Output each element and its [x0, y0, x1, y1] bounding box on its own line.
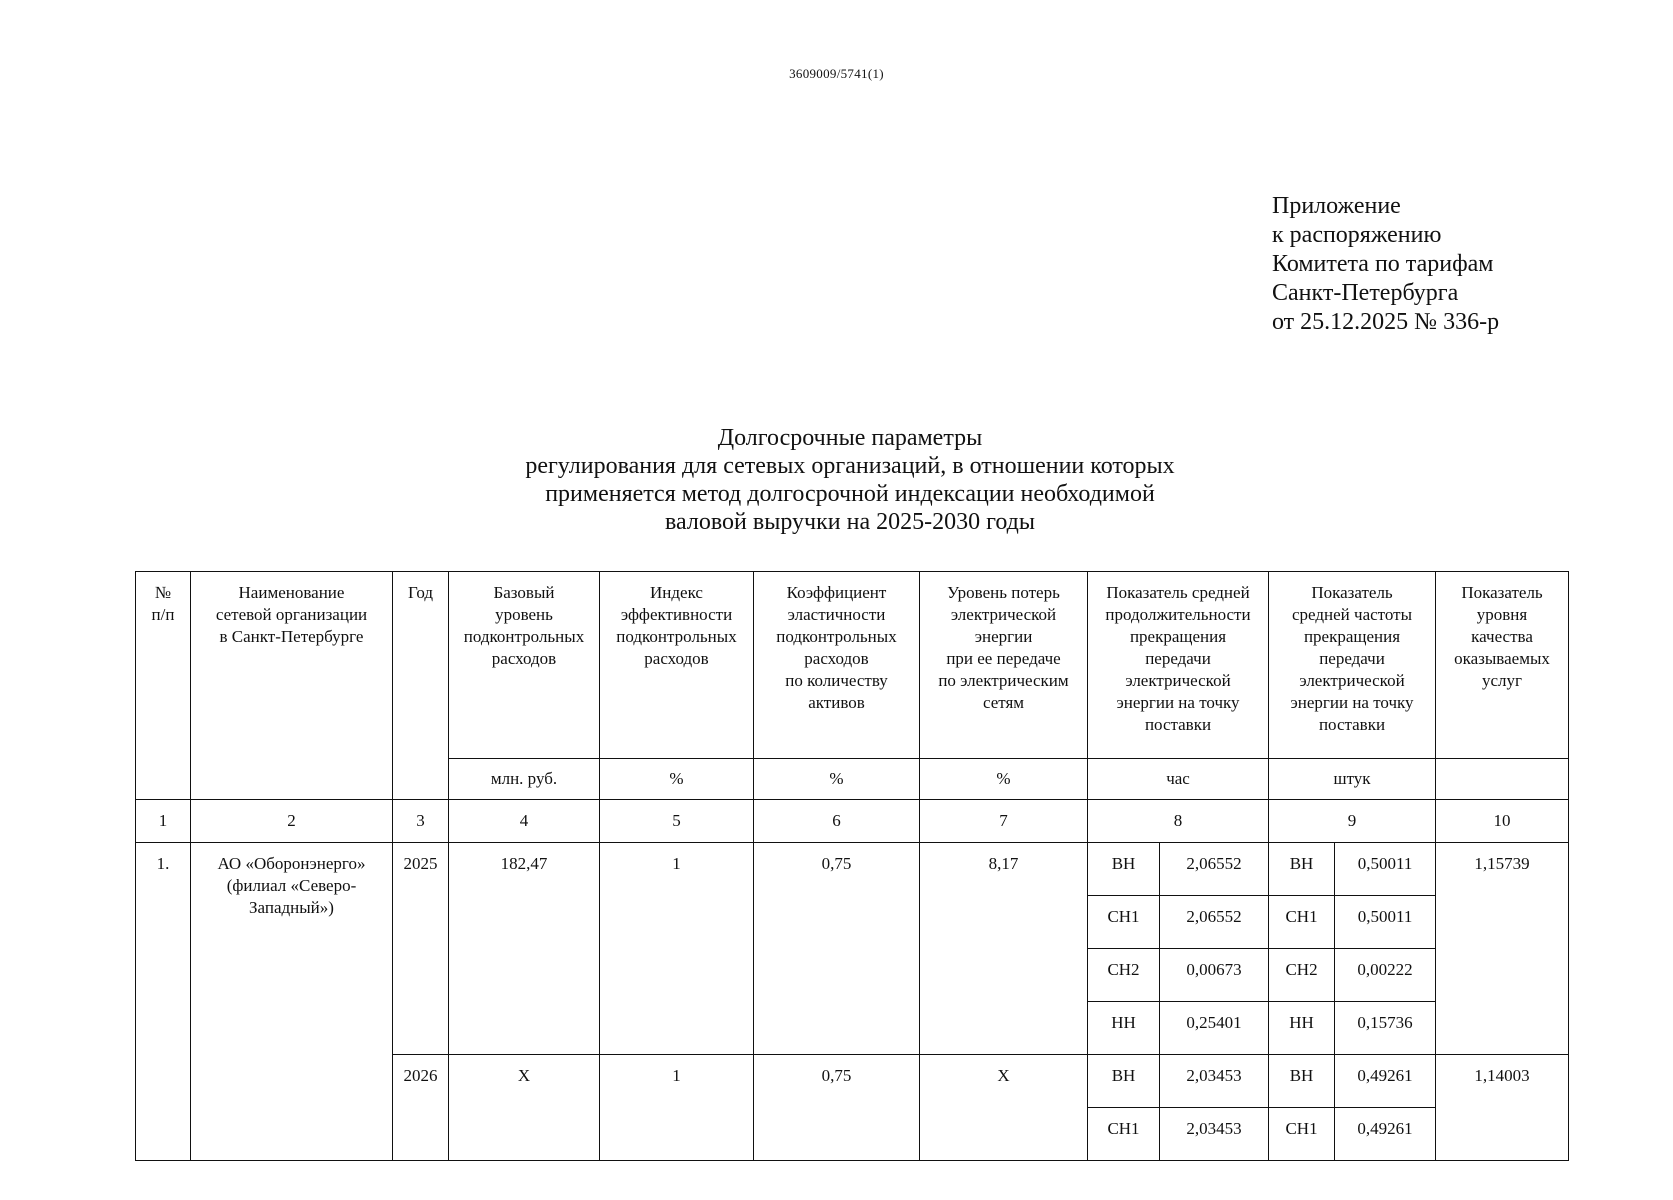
frequency-value-cell: 0,49261 [1335, 1108, 1436, 1161]
losses-cell: 8,17 [920, 843, 1088, 1055]
header-line: подконтрольных [616, 627, 737, 646]
header-line: услуг [1482, 671, 1523, 690]
header-line: подконтрольных [776, 627, 897, 646]
header-line: сетевой организации [215, 605, 368, 624]
unit-losses: % [920, 759, 1088, 800]
document-number: 3609009/5741(1) [789, 66, 884, 81]
header-line: электрической [1299, 671, 1405, 690]
header-line: сетям [982, 693, 1025, 712]
voltage-level-cell: СН2 [1269, 949, 1335, 1002]
duration-value-cell: 2,06552 [1160, 843, 1269, 896]
column-number: 4 [449, 800, 600, 843]
frequency-value-cell: 0,15736 [1335, 1002, 1436, 1055]
header-line: при ее передаче [946, 649, 1061, 668]
header-line: п/п [151, 605, 175, 624]
voltage-level-cell: ВН [1269, 843, 1335, 896]
unit-duration: час [1088, 759, 1269, 800]
base-level-cell: X [449, 1055, 600, 1161]
header-line: Уровень потерь [947, 583, 1060, 602]
quality-cell: 1,15739 [1436, 843, 1569, 1055]
org-name-line: АО «Оборонэнерго» [217, 854, 366, 873]
column-number: 8 [1088, 800, 1269, 843]
header-line: энергии [974, 627, 1033, 646]
header-base-level [449, 572, 600, 759]
header-line: Индекс [650, 583, 703, 602]
voltage-level-cell: СН2 [1088, 949, 1160, 1002]
header-line: по количеству [785, 671, 888, 690]
title-line: регулирования для сетевых организаций, в отношении которых [525, 453, 1175, 479]
header-line: расходов [644, 649, 709, 668]
org-name-line: Западный») [249, 898, 334, 917]
header-line: поставки [1144, 715, 1212, 734]
parameters-table [135, 571, 1569, 1161]
header-line: уровень [495, 605, 553, 624]
year-cell: 2025 [393, 843, 449, 1055]
header-line: передачи [1319, 649, 1385, 668]
header-line: по электрическим [938, 671, 1069, 690]
duration-value-cell: 2,06552 [1160, 896, 1269, 949]
voltage-level-cell: ВН [1088, 843, 1160, 896]
appendix-block [1272, 192, 1499, 337]
frequency-value-cell: 0,49261 [1335, 1055, 1436, 1108]
unit-quality [1436, 759, 1569, 800]
column-number: 9 [1269, 800, 1436, 843]
header-line: № [154, 583, 172, 602]
unit-frequency: штук [1269, 759, 1436, 800]
header-line: уровня [1476, 605, 1528, 624]
duration-value-cell: 0,00673 [1160, 949, 1269, 1002]
header-line: прекращения [1129, 627, 1227, 646]
year-cell: 2026 [393, 1055, 449, 1161]
duration-value-cell: 2,03453 [1160, 1108, 1269, 1161]
header-line: энергии на точку [1116, 693, 1240, 712]
appendix-line: к распоряжению [1272, 222, 1442, 248]
header-line: Показатель [1461, 583, 1543, 602]
header-line: качества [1471, 627, 1533, 646]
header-number [136, 572, 191, 800]
header-line: прекращения [1303, 627, 1401, 646]
header-quality [1436, 572, 1569, 759]
column-number: 10 [1436, 800, 1569, 843]
header-losses [920, 572, 1088, 759]
header-line: поставки [1318, 715, 1386, 734]
efficiency-index-cell: 1 [600, 1055, 754, 1161]
header-line: передачи [1145, 649, 1211, 668]
column-number: 6 [754, 800, 920, 843]
header-line: Показатель средней [1106, 583, 1250, 602]
column-number: 1 [136, 800, 191, 843]
voltage-level-cell: ВН [1269, 1055, 1335, 1108]
elasticity-cell: 0,75 [754, 843, 920, 1055]
duration-value-cell: 0,25401 [1160, 1002, 1269, 1055]
unit-elasticity: % [754, 759, 920, 800]
org-number: 1. [136, 843, 191, 1161]
header-line: электрической [950, 605, 1057, 624]
title-line: Долгосрочные параметры [717, 425, 983, 451]
header-line: Год [408, 583, 433, 602]
voltage-level-cell: СН1 [1088, 896, 1160, 949]
header-org-name [191, 572, 393, 800]
unit-efficiency-index: % [600, 759, 754, 800]
header-line: средней частоты [1292, 605, 1412, 624]
header-line: Базовый [493, 583, 555, 602]
column-number: 3 [393, 800, 449, 843]
losses-cell: X [920, 1055, 1088, 1161]
voltage-level-cell: СН1 [1269, 1108, 1335, 1161]
header-elasticity [754, 572, 920, 759]
voltage-level-cell: НН [1269, 1002, 1335, 1055]
column-number: 2 [191, 800, 393, 843]
column-number: 5 [600, 800, 754, 843]
header-duration [1088, 572, 1269, 759]
header-line: в Санкт-Петербурге [219, 627, 364, 646]
header-line: эластичности [787, 605, 886, 624]
quality-cell: 1,14003 [1436, 1055, 1569, 1161]
title-line: валовой выручки на 2025-2030 годы [665, 509, 1035, 535]
voltage-level-cell: СН1 [1088, 1108, 1160, 1161]
header-line: продолжительности [1105, 605, 1251, 624]
frequency-value-cell: 0,00222 [1335, 949, 1436, 1002]
org-name-line: (филиал «Северо- [226, 876, 357, 895]
duration-value-cell: 2,03453 [1160, 1055, 1269, 1108]
efficiency-index-cell: 1 [600, 843, 754, 1055]
header-year [393, 572, 449, 800]
appendix-line: Санкт-Петербурга [1272, 280, 1459, 306]
header-line: активов [808, 693, 865, 712]
column-number: 7 [920, 800, 1088, 843]
voltage-level-cell: ВН [1088, 1055, 1160, 1108]
header-line: электрической [1125, 671, 1231, 690]
document-title [300, 424, 1400, 536]
voltage-level-cell: НН [1088, 1002, 1160, 1055]
header-line: расходов [491, 649, 557, 668]
base-level-cell: 182,47 [449, 843, 600, 1055]
unit-base-level: млн. руб. [449, 759, 600, 800]
table-row [136, 843, 1569, 896]
appendix-line: от 25.12.2025 № 336-р [1272, 309, 1500, 335]
header-line: подконтрольных [463, 627, 585, 646]
header-line: эффективности [620, 605, 733, 624]
voltage-level-cell: СН1 [1269, 896, 1335, 949]
org-name [191, 843, 393, 1161]
header-efficiency-index [600, 572, 754, 759]
frequency-value-cell: 0,50011 [1335, 896, 1436, 949]
elasticity-cell: 0,75 [754, 1055, 920, 1161]
title-line: применяется метод долгосрочной индексации необходимой [545, 481, 1155, 507]
header-line: Коэффициент [786, 583, 887, 602]
header-line: оказываемых [1454, 649, 1550, 668]
appendix-line: Комитета по тарифам [1272, 251, 1494, 277]
header-line: Наименование [238, 583, 345, 602]
header-line: энергии на точку [1290, 693, 1414, 712]
frequency-value-cell: 0,50011 [1335, 843, 1436, 896]
header-line: расходов [804, 649, 869, 668]
header-line: Показатель [1311, 583, 1393, 602]
header-frequency [1269, 572, 1436, 759]
appendix-line: Приложение [1272, 193, 1401, 219]
